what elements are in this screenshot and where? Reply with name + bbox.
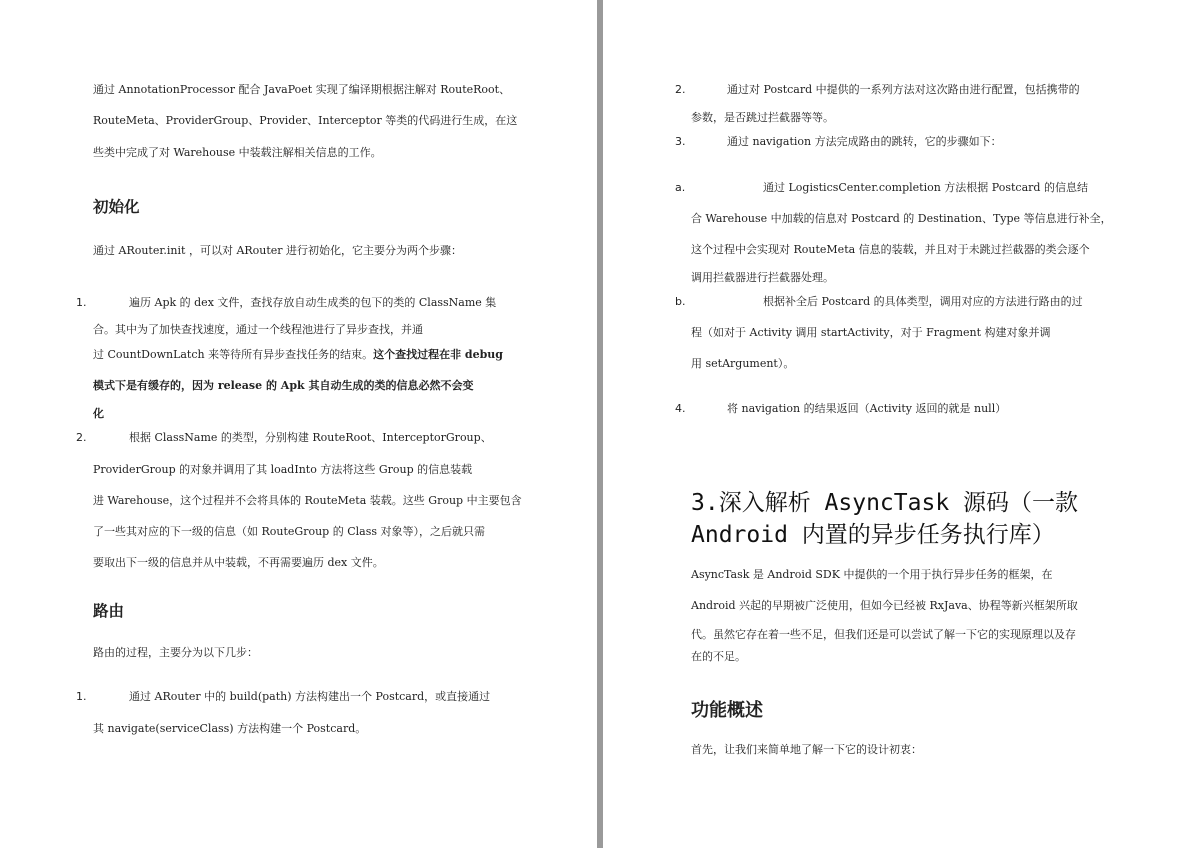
function-description: 首先，让我们来简单地了解一下它的设计初衷： [691, 743, 922, 756]
step1-line-3-bold: 这个查找过程在非 debug [373, 348, 503, 361]
step1-number: 1. [76, 296, 87, 309]
route1-number: 1. [76, 690, 87, 703]
r4-number: 4. [675, 402, 686, 415]
step1-line-2: 合。其中为了加快查找速度，通过一个线程池进行了异步查找，并通 [93, 323, 423, 336]
section-heading-line-2: Android 内置的异步任务执行库） [691, 522, 1055, 548]
step2-line-5: 要取出下一级的信息并从中装载，不再需要遍历 dex 文件。 [93, 556, 384, 569]
step1-line-1: 遍历 Apk 的 dex 文件，查找存放自动生成类的包下的类的 ClassName 集 [129, 296, 497, 309]
ra-line-4: 调用拦截器进行拦截器处理。 [691, 271, 834, 284]
step2-number: 2. [76, 431, 87, 444]
heading-init: 初始化 [93, 198, 140, 216]
step2-line-1: 根据 ClassName 的类型，分别构建 RouteRoot、InterceptorGroup、 [129, 431, 492, 444]
r2-line-1: 通过对 Postcard 中提供的一系列方法对这次路由进行配置，包括携带的 [727, 83, 1080, 96]
document-page-left [0, 0, 597, 848]
step1-line-3-normal: 过 CountDownLatch 来等待所有异步查找任务的结束。 [93, 348, 374, 361]
route1-line-1: 通过 ARouter 中的 build(path) 方法构建出一个 Postcard，或直接通过 [129, 690, 491, 703]
heading-route: 路由 [93, 602, 125, 620]
section-desc-line-3: 代。虽然它存在着一些不足，但我们还是可以尝试了解一下它的实现原理以及存 [691, 628, 1076, 641]
ra-line-3: 这个过程中会实现对 RouteMeta 信息的装载，并且对于未跳过拦截器的类会逐个 [691, 243, 1090, 256]
r3-number: 3. [675, 135, 686, 148]
step1-line-5-bold: 化 [93, 407, 104, 420]
ra-line-1: 通过 LogisticsCenter.completion 方法根据 Postcard 的信息结 [763, 181, 1088, 194]
r3-line: 通过 navigation 方法完成路由的跳转，它的步骤如下： [727, 135, 1002, 148]
section-desc-line-1: AsyncTask 是 Android SDK 中提供的一个用于执行异步任务的框架，在 [691, 568, 1053, 581]
section-heading-line-1: 3.深入解析 AsyncTask 源码（一款 [691, 490, 1079, 516]
step2-line-4: 了一些其对应的下一级的信息（如 RouteGroup 的 Class 对象等），之后就只需 [93, 525, 485, 538]
rb-line-2: 程（如对于 Activity 调用 startActivity，对于 Fragment 构建对象并调 [691, 326, 1051, 339]
r2-number: 2. [675, 83, 686, 96]
intro-line-1: 通过 AnnotationProcessor 配合 JavaPoet 实现了编译期根据注解对 RouteRoot、 [93, 83, 511, 96]
intro-line-3: 些类中完成了对 Warehouse 中装载注解相关信息的工作。 [93, 146, 382, 159]
route1-line-2: 其 navigate(serviceClass) 方法构建一个 Postcard。 [93, 722, 367, 735]
rb-line-3: 用 setArgument）。 [691, 357, 795, 370]
r4-line: 将 navigation 的结果返回（Activity 返回的就是 null） [727, 402, 1007, 415]
ra-number: a. [675, 181, 686, 194]
rb-number: b. [675, 295, 686, 308]
step2-line-2: ProviderGroup 的对象并调用了其 loadInto 方法将这些 Group 的信息装载 [93, 463, 473, 476]
step2-line-3: 进 Warehouse，这个过程并不会将具体的 RouteMeta 装载。这些 Group 中主要包含 [93, 494, 522, 507]
ra-line-2: 合 Warehouse 中加载的信息对 Postcard 的 Destination、Type 等信息进行补全， [691, 212, 1112, 225]
rb-line-1: 根据补全后 Postcard 的具体类型，调用对应的方法进行路由的过 [763, 295, 1083, 308]
intro-line-2: RouteMeta、ProviderGroup、Provider、Interceptor 等类的代码进行生成，在这 [93, 114, 518, 127]
step1-line-3 [93, 348, 503, 362]
step1-line-4-bold: 模式下是有缓存的，因为 release 的 Apk 其自动生成的类的信息必然不会变 [93, 379, 474, 392]
document-page-right [603, 0, 1200, 848]
init-description: 通过 ARouter.init ，可以对 ARouter 进行初始化，它主要分为两个步骤： [93, 244, 463, 257]
heading-function-overview: 功能概述 [691, 700, 763, 721]
r2-line-2: 参数，是否跳过拦截器等等。 [691, 111, 834, 124]
section-desc-line-4: 在的不足。 [691, 650, 746, 663]
section-desc-line-2: Android 兴起的早期被广泛使用，但如今已经被 RxJava、协程等新兴框架所取 [691, 599, 1078, 612]
route-description: 路由的过程，主要分为以下几步： [93, 646, 258, 659]
